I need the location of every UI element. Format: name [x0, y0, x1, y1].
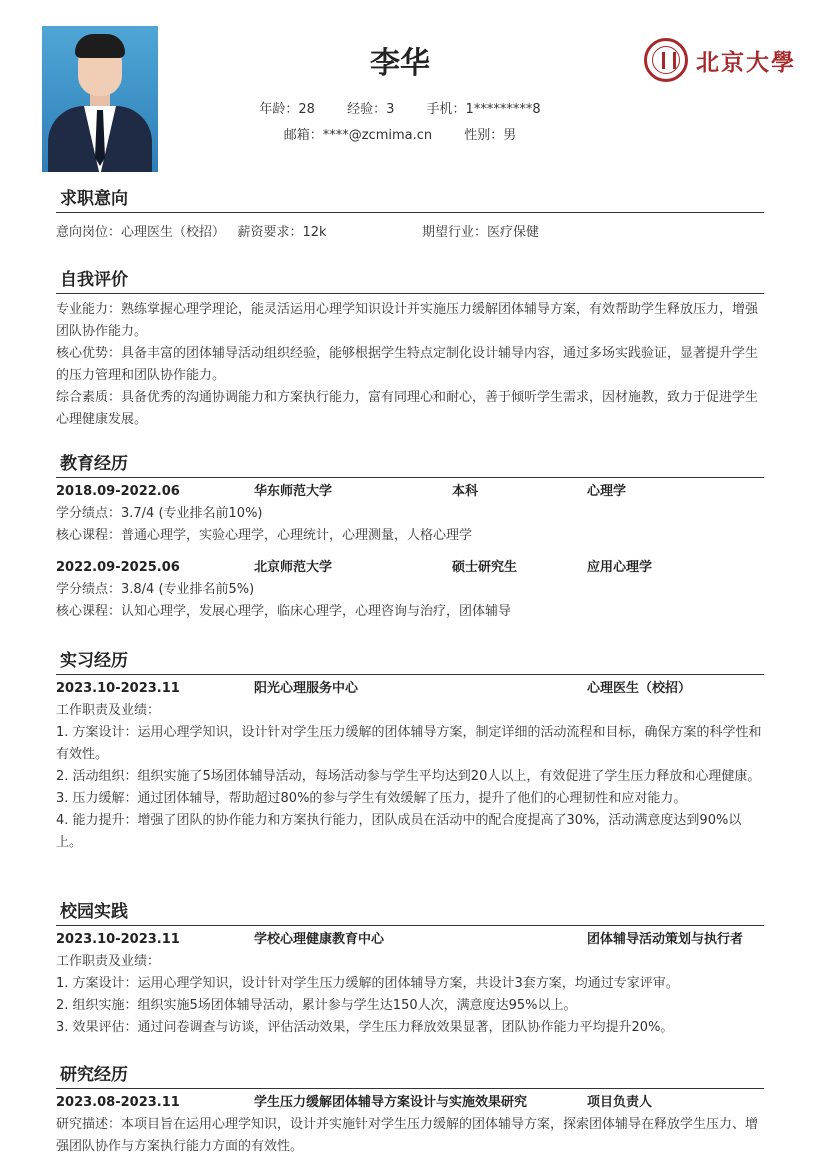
gender-item: 性别：男 — [464, 128, 517, 143]
campus-intro: 工作职责及业绩： — [56, 954, 161, 969]
self-eval-paragraph: 专业能力：熟练掌握心理学理论，能灵活运用心理学知识设计并实施压力缓解团体辅导方案，有效帮助学生释放压力，增强团队协作能力。 — [56, 302, 759, 339]
age-item: 年龄：28 — [259, 102, 315, 117]
research-role: 项目负责人 — [587, 1095, 653, 1110]
intern-line: 3. 压力缓解：通过团体辅导，帮助超过80%的参与学生有效缓解了压力，提升了他们的心理韧性和应对能力。 — [56, 791, 687, 806]
section-intention — [56, 186, 764, 244]
campus-row — [56, 929, 764, 951]
section-title: 研究经历 — [56, 1062, 764, 1089]
phone-item: 手机：1*********8 — [426, 102, 541, 117]
intern-date: 2023.10-2023.11 — [56, 681, 180, 696]
edu-school: 北京师范大学 — [254, 560, 333, 575]
intern-line: 4. 能力提升：增强了团队的协作能力和方案执行能力，团队成员在活动中的配合度提高了30%，活动满意度达到90%以上。 — [56, 813, 742, 850]
info-line-1 — [0, 98, 800, 117]
experience-item: 经验：3 — [347, 102, 395, 117]
campus-line: 2. 组织实施：组织实施5场团体辅导活动，累计参与学生达150人次，满意度达95%以上。 — [56, 998, 577, 1013]
info-line-2 — [0, 124, 800, 143]
research-row — [56, 1092, 764, 1114]
intention-row — [56, 222, 764, 244]
campus-line: 3. 效果评估：通过问卷调查与访谈，评估活动效果，学生压力释放效果显著，团队协作能力平均提升20%。 — [56, 1020, 674, 1035]
section-self-evaluation — [56, 267, 764, 431]
intern-role: 心理医生（校招） — [587, 681, 692, 696]
intern-org: 阳光心理服务中心 — [254, 681, 359, 696]
edu-degree: 本科 — [452, 484, 479, 499]
research-project: 学生压力缓解团体辅导方案设计与实施效果研究 — [254, 1095, 528, 1110]
campus-date: 2023.10-2023.11 — [56, 932, 180, 947]
research-date: 2023.08-2023.11 — [56, 1095, 180, 1110]
university-logo-text: 北京大學 — [696, 48, 796, 76]
campus-org: 学校心理健康教育中心 — [254, 932, 385, 947]
section-title: 校园实践 — [56, 899, 764, 926]
education-row — [56, 557, 764, 579]
section-title: 求职意向 — [56, 186, 764, 213]
edu-school: 华东师范大学 — [254, 484, 333, 499]
self-eval-paragraph: 综合素质：具备优秀的沟通协调能力和方案执行能力，富有同理心和耐心，善于倾听学生需求，因材施教，致力于促进学生心理健康发展。 — [56, 390, 759, 427]
edu-date: 2022.09-2025.06 — [56, 560, 180, 575]
edu-major: 应用心理学 — [587, 560, 653, 575]
edu-courses: 核心课程：认知心理学，发展心理学，临床心理学，心理咨询与治疗，团体辅导 — [56, 604, 512, 619]
section-campus — [56, 899, 764, 1039]
intern-line: 2. 活动组织：组织实施了5场团体辅导活动，每场活动参与学生平均达到20人以上，有效促进了学生压力释放和心理健康。 — [56, 769, 761, 784]
section-title: 教育经历 — [56, 451, 764, 478]
campus-role: 团体辅导活动策划与执行者 — [587, 932, 744, 947]
internship-row — [56, 678, 764, 700]
intention-position-salary: 意向岗位：心理医生（校招） 薪资要求：12k — [56, 225, 327, 240]
edu-date: 2018.09-2022.06 — [56, 484, 180, 499]
edu-courses: 核心课程：普通心理学，实验心理学，心理统计，心理测量，人格心理学 — [56, 528, 473, 543]
intention-industry: 期望行业：医疗保健 — [422, 225, 540, 240]
intern-intro: 工作职责及业绩： — [56, 703, 161, 718]
edu-major: 心理学 — [587, 484, 627, 499]
edu-degree: 硕士研究生 — [452, 560, 518, 575]
university-seal-icon — [644, 38, 688, 82]
self-eval-paragraph: 核心优势：具备丰富的团体辅导活动组织经验，能够根据学生特点定制化设计辅导内容，通过多场实践验证，显著提升学生的压力管理和团队协作能力。 — [56, 346, 759, 383]
email-item: 邮箱：****@zcmima.cn — [283, 128, 433, 143]
campus-line: 1. 方案设计：运用心理学知识，设计针对学生压力缓解的团体辅导方案，共设计3套方案，均通过专家评审。 — [56, 976, 679, 991]
edu-gpa: 学分绩点：3.7/4 (专业排名前10%) — [56, 506, 263, 521]
section-education — [56, 451, 764, 623]
candidate-name: 李华 — [370, 46, 430, 81]
research-desc: 研究描述：本项目旨在运用心理学知识，设计并实施针对学生压力缓解的团体辅导方案，探索团体辅导在释放学生压力、增强团队协作与方案执行能力方面的有效性。 — [56, 1117, 759, 1154]
section-title: 实习经历 — [56, 648, 764, 675]
section-title: 自我评价 — [56, 267, 764, 294]
section-internship — [56, 648, 764, 854]
intern-line: 1. 方案设计：运用心理学知识，设计针对学生压力缓解的团体辅导方案，制定详细的活动流程和目标，确保方案的科学性和有效性。 — [56, 725, 762, 762]
university-logo — [644, 36, 796, 84]
self-eval-text — [56, 299, 764, 431]
section-research — [56, 1062, 764, 1158]
edu-gpa: 学分绩点：3.8/4 (专业排名前5%) — [56, 582, 255, 597]
education-row — [56, 481, 764, 503]
